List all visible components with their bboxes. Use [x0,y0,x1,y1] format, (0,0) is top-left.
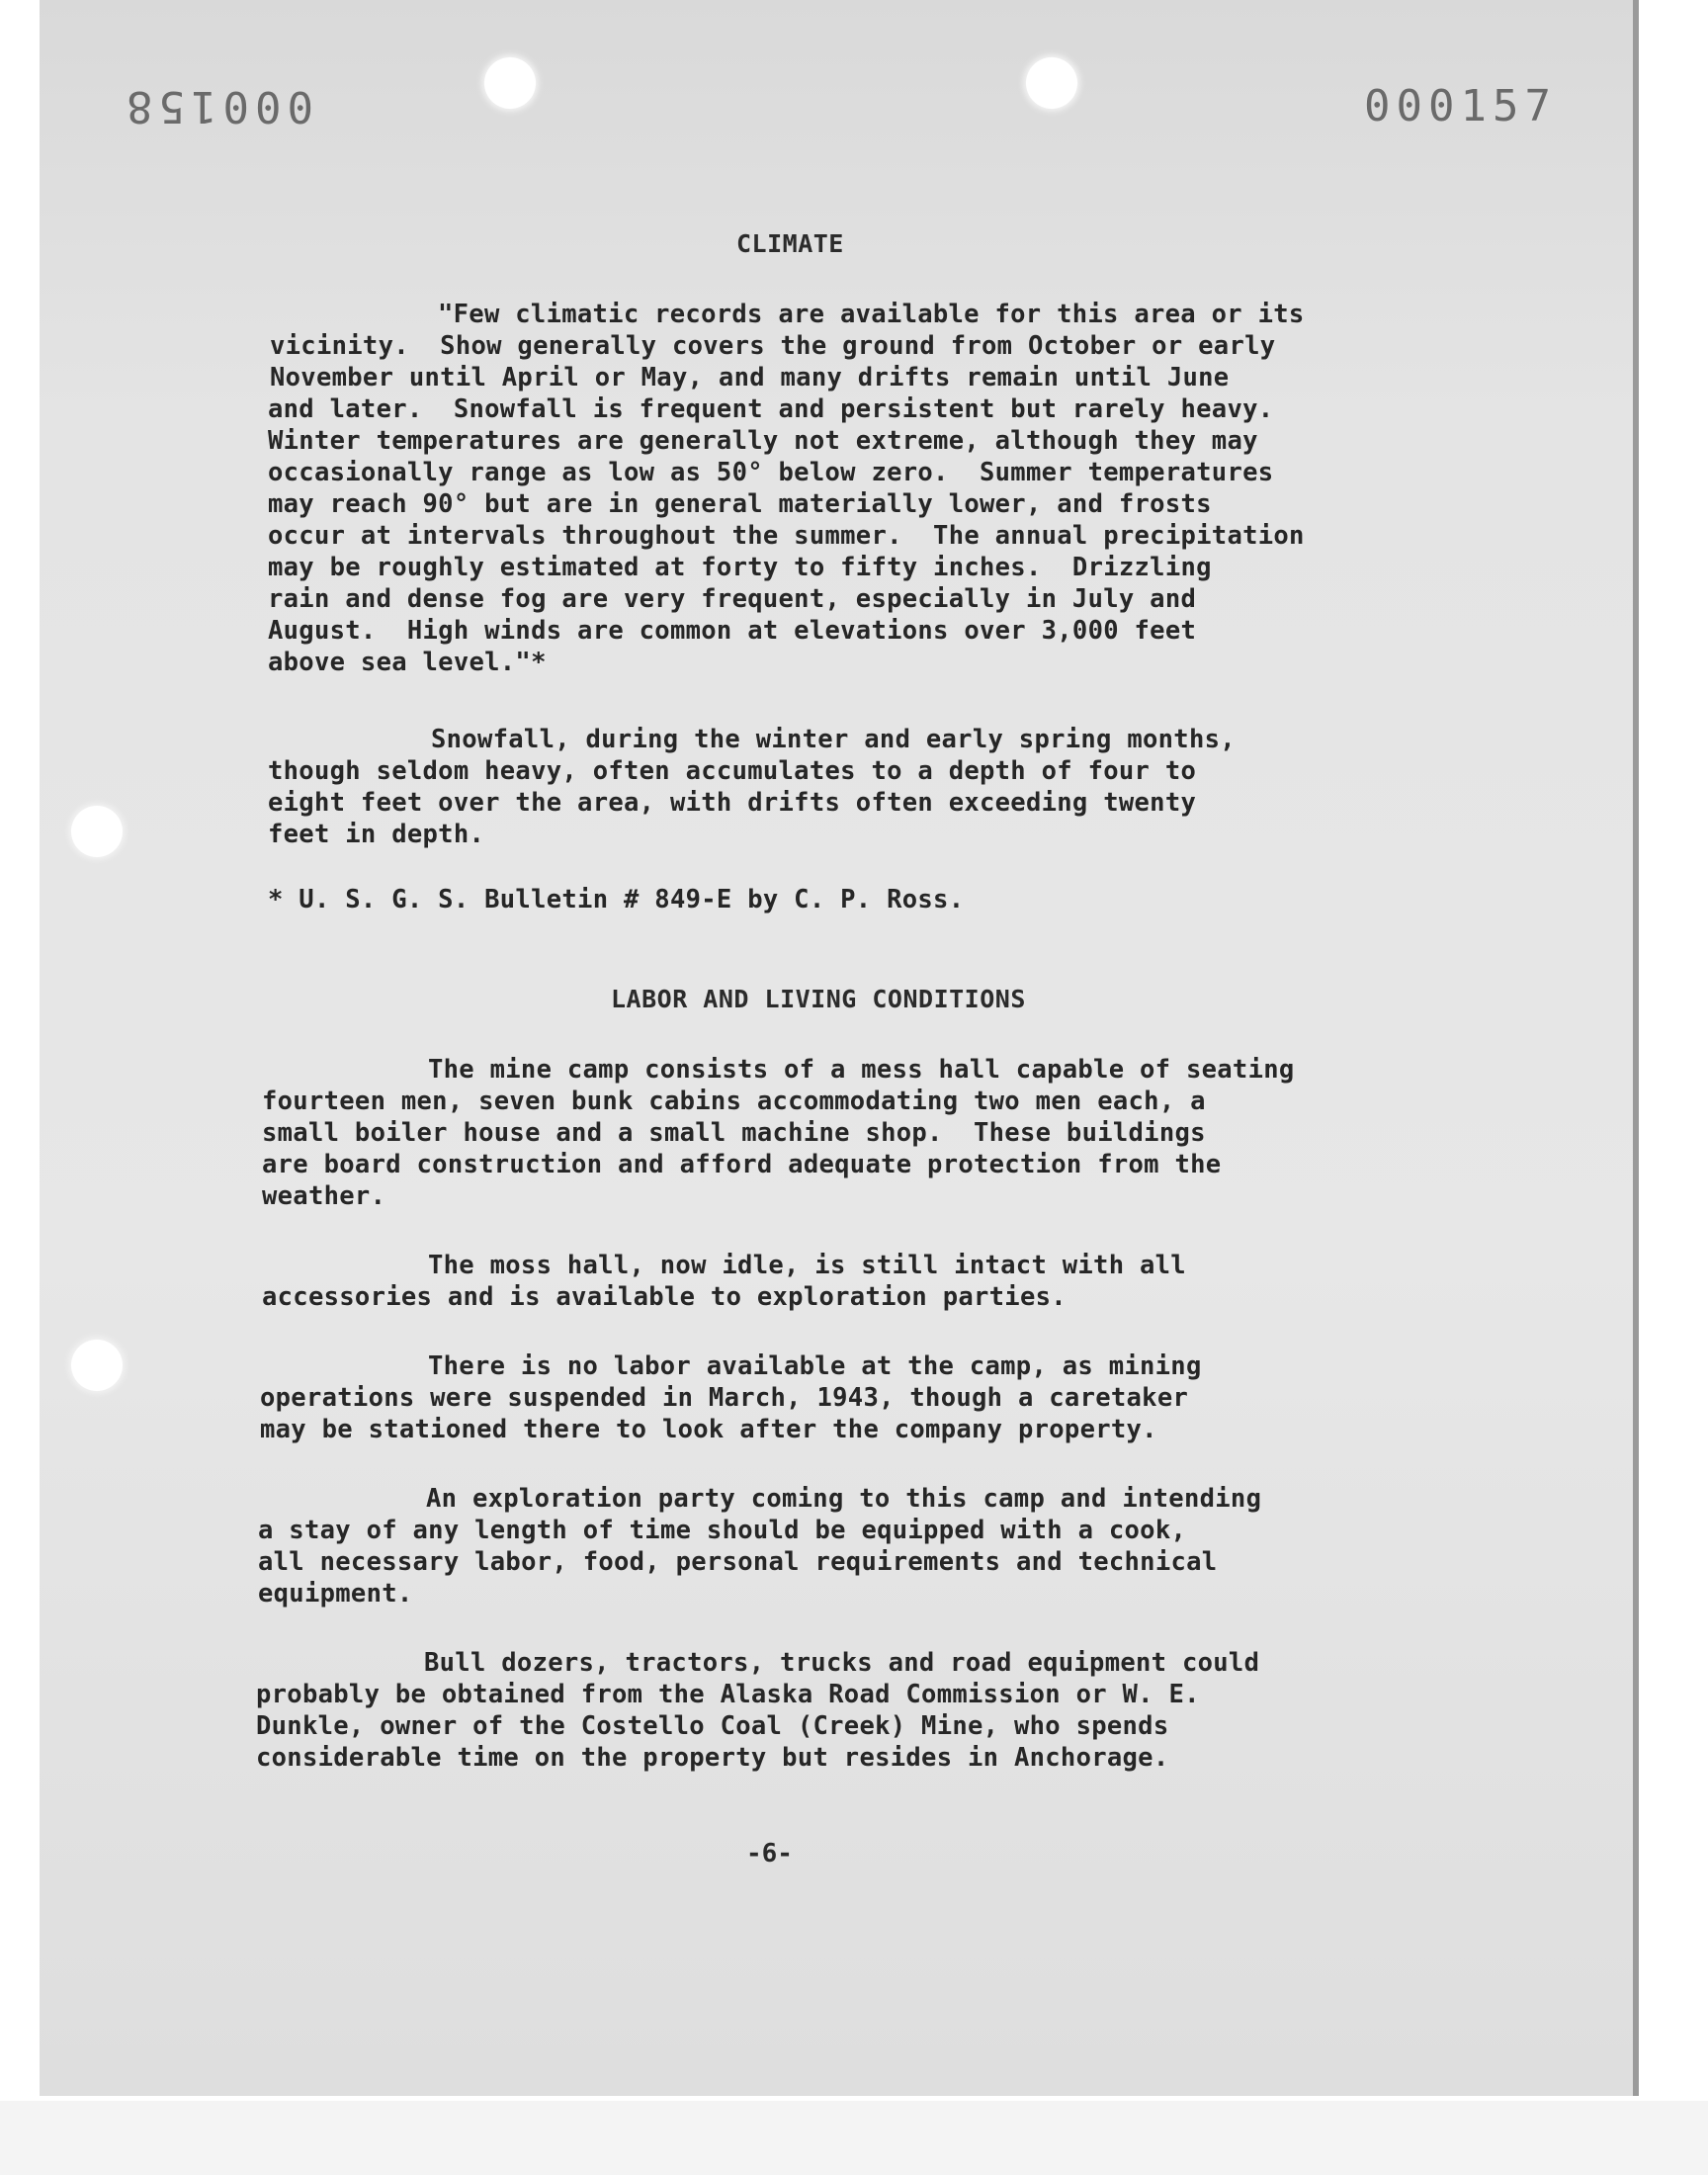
labor-paragraph-line: a stay of any length of time should be equipped with a cook, [258,1516,1187,1545]
climate-quote-line: may reach 90° but are in general materially lower, and frosts [268,489,1212,519]
punch-hole [71,806,123,857]
labor-paragraph-line: weather. [262,1181,386,1211]
page-number: -6- [746,1839,793,1869]
snowfall-line: though seldom heavy, often accumulates to a depth of four to [268,756,1197,786]
climate-quote-line: occur at intervals throughout the summer. The annual precipitation [268,521,1305,551]
labor-paragraph-line: may be stationed there to look after the company property. [260,1415,1157,1444]
snowfall-line: Snowfall, during the winter and early spring months, [431,725,1236,754]
labor-paragraph-line: There is no labor available at the camp, as mining [428,1351,1202,1381]
snowfall-line: eight feet over the area, with drifts often exceeding twenty [268,788,1197,818]
labor-paragraph-line: The mine camp consists of a mess hall capable of seating [428,1055,1295,1085]
climate-quote-line: August. High winds are common at elevations over 3,000 feet [268,616,1197,646]
page-stamp-left: 000158 [121,81,313,131]
labor-paragraph-line: equipment. [258,1579,413,1609]
labor-paragraph-line: An exploration party coming to this camp and intending [426,1484,1262,1514]
climate-quote-line: occasionally range as low as 50° below zero. Summer temperatures [268,458,1274,487]
punch-hole [1026,57,1077,109]
section-heading-labor: LABOR AND LIVING CONDITIONS [611,985,1026,1013]
punch-hole [484,57,536,109]
climate-quote-line: and later. Snowfall is frequent and persistent but rarely heavy. [268,394,1274,424]
climate-quote-line: rain and dense fog are very frequent, especially in July and [268,584,1197,614]
page-stamp-right: 000157 [1364,81,1557,131]
labor-paragraph-line: all necessary labor, food, personal requirements and technical [258,1547,1218,1577]
footnote: * U. S. G. S. Bulletin # 849-E by C. P. Ross. [268,885,965,914]
labor-paragraph-line: operations were suspended in March, 1943, though a caretaker [260,1383,1189,1413]
labor-paragraph-line: considerable time on the property but resides in Anchorage. [256,1743,1169,1773]
labor-paragraph-line: Dunkle, owner of the Costello Coal (Creek) Mine, who spends [256,1711,1169,1741]
labor-paragraph-line: fourteen men, seven bunk cabins accommodating two men each, a [262,1087,1206,1116]
scan-margin [0,2101,1708,2175]
punch-hole [71,1340,123,1391]
labor-paragraph-line: accessories and is available to exploration parties. [262,1282,1067,1312]
snowfall-line: feet in depth. [268,820,485,849]
climate-quote-line: Winter temperatures are generally not extreme, although they may [268,426,1258,456]
climate-quote-line: may be roughly estimated at forty to fifty inches. Drizzling [268,553,1212,582]
page-edge [1633,0,1639,2096]
climate-quote-line: vicinity. Show generally covers the ground from October or early [270,331,1276,361]
labor-paragraph-line: The moss hall, now idle, is still intact with all [428,1251,1186,1280]
section-heading-climate: CLIMATE [736,229,844,258]
climate-quote-line: November until April or May, and many drifts remain until June [270,363,1230,392]
climate-quote-line: above sea level."* [268,648,547,677]
labor-paragraph-line: small boiler house and a small machine shop. These buildings [262,1118,1206,1148]
labor-paragraph-line: Bull dozers, tractors, trucks and road equipment could [424,1648,1260,1678]
climate-quote-line: "Few climatic records are available for this area or its [438,300,1305,329]
labor-paragraph-line: are board construction and afford adequate protection from the [262,1150,1222,1179]
labor-paragraph-line: probably be obtained from the Alaska Road Commission or W. E. [256,1680,1200,1709]
